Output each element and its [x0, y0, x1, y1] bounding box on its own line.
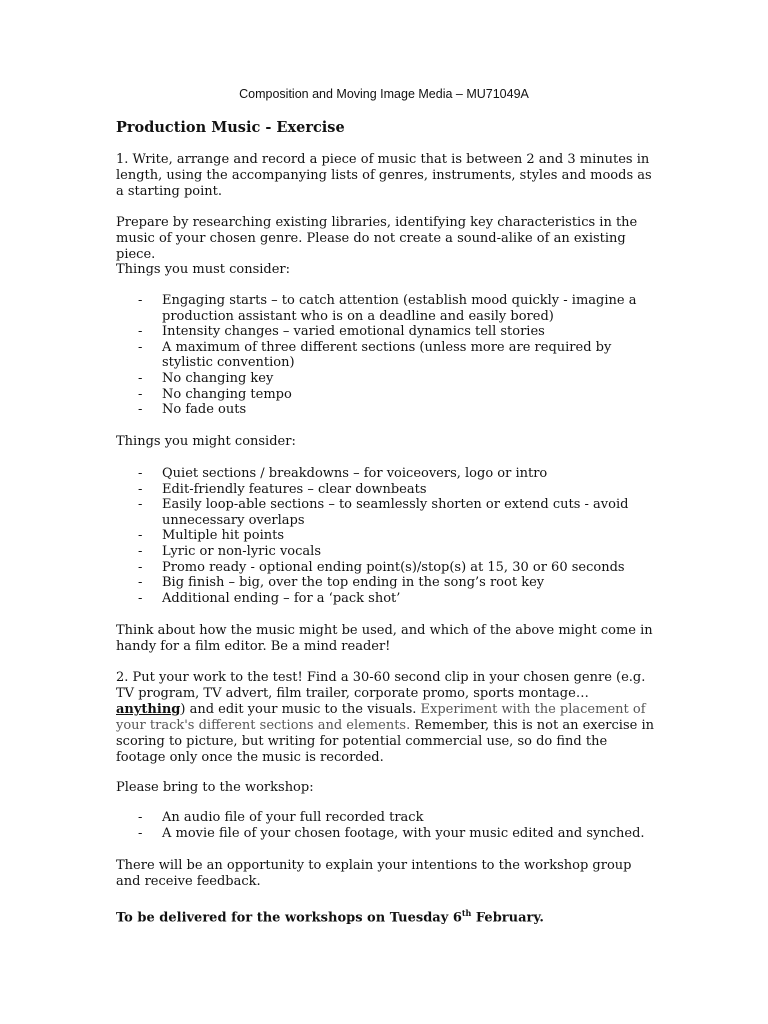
paragraph-film-editor: Think about how the music might be used, and which of the above might come in handy for a film editor. Be a mind reader! — [116, 623, 653, 654]
emphasis-anything: anything — [116, 702, 181, 717]
paragraph-feedback: There will be an opportunity to explain your intentions to the workshop group and receive feedback. — [116, 858, 632, 889]
list-item: - No changing key — [138, 370, 274, 386]
list-item: - Edit-friendly features – clear downbeats — [138, 481, 427, 497]
paragraph-task-1: 1. Write, arrange and record a piece of music that is between 2 and 3 minutes in length, using the accompanying lists of genres, instruments, styles and moods as a starting point. — [116, 152, 652, 199]
list-item: - No fade outs — [138, 402, 247, 418]
list-item: - Intensity changes – varied emotional dynamics tell stories — [138, 324, 545, 340]
list-item: - A maximum of three different sections (unless more are required by stylistic convention) — [138, 339, 612, 371]
list-item: - Quiet sections / breakdowns – for voiceovers, logo or intro — [138, 466, 548, 481]
list-item: - An audio file of your full recorded track — [138, 810, 424, 825]
must-consider-list — [116, 293, 656, 418]
deadline-statement: To be delivered for the workshops on Tuesday 6th February. — [116, 908, 544, 926]
page-header: Composition and Moving Image Media – MU71049A — [239, 87, 529, 101]
might-consider-heading: Things you might consider: — [116, 434, 296, 449]
might-consider-list — [116, 466, 656, 606]
list-item: - Lyric or non-lyric vocals — [138, 543, 321, 559]
must-consider-heading: Things you must consider: — [116, 262, 291, 277]
document-title: Production Music - Exercise — [116, 119, 345, 136]
paragraph-prepare: Prepare by researching existing libraries, identifying key characteristics in the music of your chosen genre. Please do not create a sound-alike of an existing piece. — [116, 215, 638, 262]
list-item: - Additional ending – for a ‘pack shot’ — [138, 590, 401, 606]
list-item: - A movie file of your chosen footage, with your music edited and synched. — [138, 825, 645, 841]
bring-list — [116, 810, 656, 841]
list-item: - Big finish – big, over the top ending in the song’s root key — [138, 575, 545, 591]
list-item: - Promo ready - optional ending point(s)/stop(s) at 15, 30 or 60 seconds — [138, 559, 625, 575]
paragraph-task-2: 2. Put your work to the test! Find a 30-60 second clip in your chosen genre (e.g. TV program, TV advert, film trailer, corporate promo, sports montage…anything) and edit your music to the visuals. Experiment with the placement of your track's different sections and elements. Remember, this is not an exercise in scoring to picture, but writing for potential commercial use, so do find the footage only once the music is recorded. — [116, 670, 654, 765]
list-item: - Easily loop-able sections – to seamlessly shorten or extend cuts - avoid unnecessary overlaps — [138, 497, 629, 528]
list-item: - No changing tempo — [138, 386, 292, 402]
bring-heading: Please bring to the workshop: — [116, 780, 314, 795]
list-item: - Engaging starts – to catch attention (establish mood quickly - imagine a production assistant who is on a deadline and easily bored) — [138, 293, 637, 324]
list-item: - Multiple hit points — [138, 528, 284, 544]
